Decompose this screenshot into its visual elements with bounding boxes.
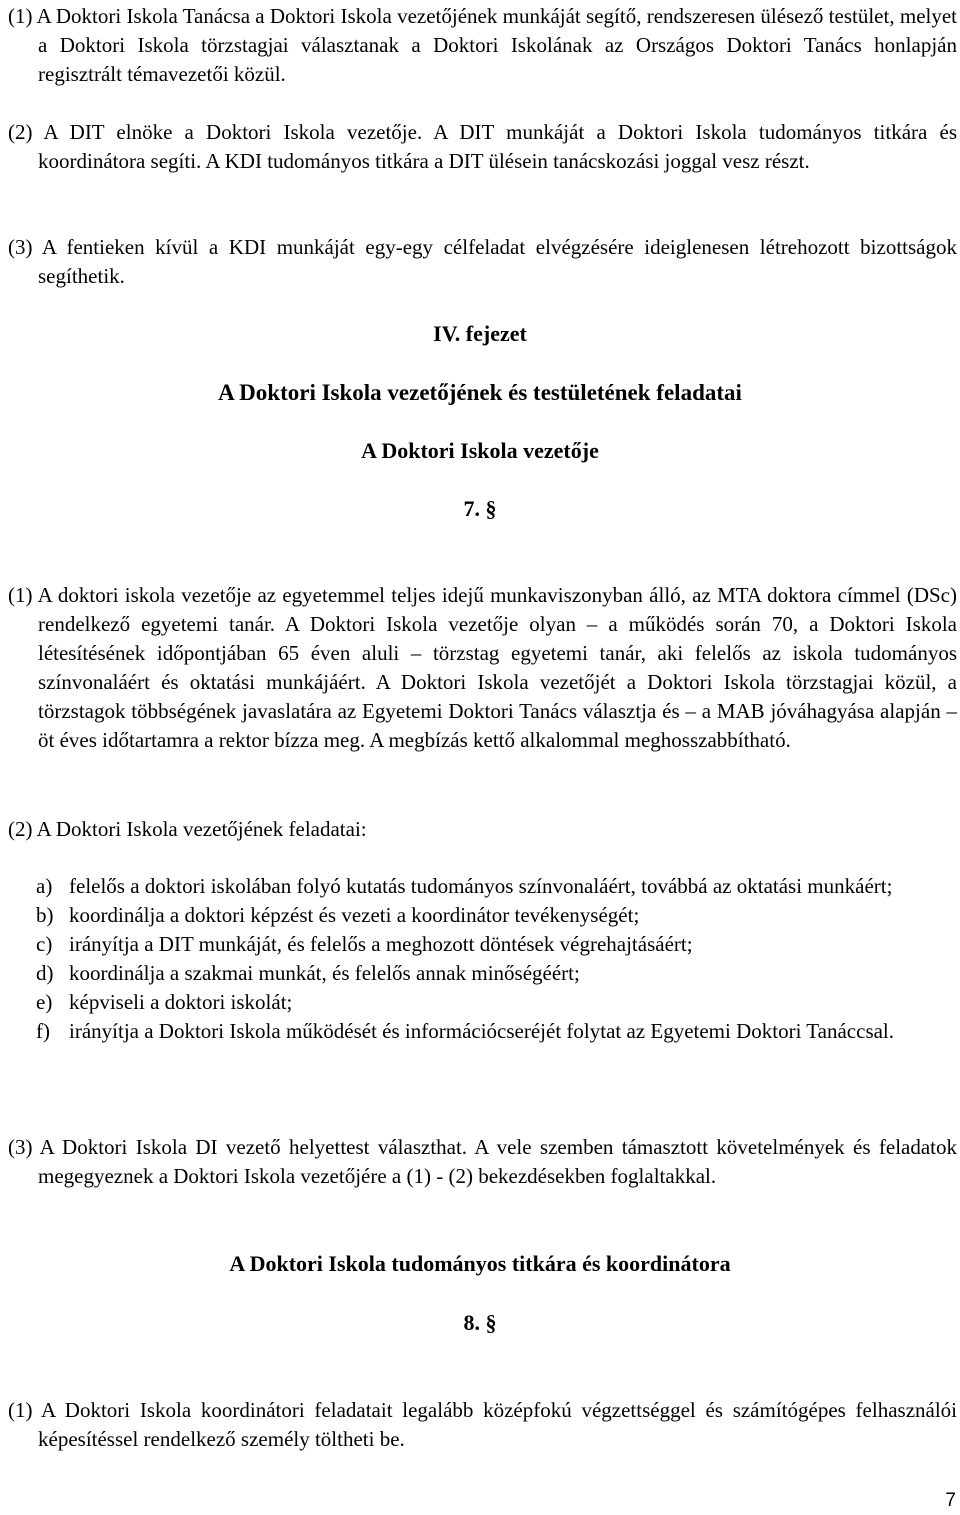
paragraph-7-1: (1) A doktori iskola vezetője az egyetemmel teljes idejű munkaviszonyban álló, az MTA doktora címmel (DSc) rendelkező egyetemi tanár. A Doktori Iskola vezetője olyan – a működés során 70, a Doktori Iskola létesítésének időpontjában 65 éven aluli – törzstag egyetemi tanár, aki felelős az iskola tudományos színvonaláért és oktatási munkájáért. A Doktori Iskola vezetőjét a Doktori Iskola törzstagjai közül, a törzstagok többségének javaslatára az Egyetemi Doktori Tanács választja és – a MAB jóváhagyása alapján – öt éves időtartamra a rektor bízza meg. A megbízás kettő alkalommal meghosszabbítható.: [8, 583, 957, 752]
list-item: [36, 901, 957, 930]
list-item-marker: e): [36, 990, 53, 1014]
paragraph-8-1: (1) A Doktori Iskola koordinátori feladatait legalább középfokú végzettséggel és számítógépes felhasználói képesítéssel rendelkező személy töltheti be.: [8, 1398, 957, 1451]
list-item-text: képviseli a doktori iskolát;: [69, 990, 293, 1014]
paragraph-2: (2) A DIT elnöke a Doktori Iskola vezetője. A DIT munkáját a Doktori Iskola tudományos titkára és koordinátora segíti. A KDI tudományos titkára a DIT ülésein tanácskozási joggal vesz részt.: [8, 120, 957, 173]
list-item-marker: c): [36, 932, 53, 956]
list-item-text: irányítja a Doktori Iskola működését és információcseréjét folytat az Egyetemi Doktori Tanáccsal.: [69, 1019, 895, 1043]
section-title-secretary: A Doktori Iskola tudományos titkára és koordinátora: [229, 1251, 731, 1276]
page-number: 7: [945, 1490, 956, 1511]
section-number-7: 7. §: [463, 496, 497, 521]
list-item-text: irányítja a DIT munkáját, és felelős a meghozott döntések végrehajtásáért;: [69, 932, 693, 956]
list-item-marker: d): [36, 961, 54, 985]
section-number-8: 8. §: [463, 1310, 497, 1335]
list-item: [36, 872, 957, 901]
paragraph-1: (1) A Doktori Iskola Tanácsa a Doktori Iskola vezetőjének munkáját segítő, rendszeresen ülésező testület, melyet a Doktori Iskola törzstagjai választanak a Doktori Iskolának az Országos Doktori Tanács honlapján regisztrált témavezetői közül.: [8, 4, 957, 86]
list-item-marker: f): [36, 1019, 50, 1043]
list-item: [36, 959, 957, 988]
list-item-text: felelős a doktori iskolában folyó kutatás tudományos színvonaláért, továbbá az oktatási munkáért;: [69, 874, 893, 898]
list-item: [36, 1017, 957, 1046]
list-item: [36, 988, 957, 1017]
list-item-marker: a): [36, 874, 53, 898]
chapter-number: IV. fejezet: [433, 321, 527, 346]
list-item-marker: b): [36, 903, 54, 927]
paragraph-7-3: (3) A Doktori Iskola DI vezető helyettest választhat. A vele szemben támasztott követelmények és feladatok megegyeznek a Doktori Iskola vezetőjére a (1) - (2) bekezdésekben foglaltakkal.: [8, 1135, 957, 1188]
list-item-text: koordinálja a doktori képzést és vezeti a koordinátor tevékenységét;: [69, 903, 640, 927]
paragraph-3: (3) A fentieken kívül a KDI munkáját egy-egy célfeladat elvégzésére ideiglenesen létrehozott bizottságok segíthetik.: [8, 235, 957, 288]
duties-list: [36, 872, 957, 1046]
chapter-title: A Doktori Iskola vezetőjének és testületének feladatai: [218, 380, 742, 405]
section-title-leader: A Doktori Iskola vezetője: [361, 438, 599, 463]
paragraph-7-2: (2) A Doktori Iskola vezetőjének feladatai:: [8, 817, 367, 841]
list-item: [36, 930, 957, 959]
list-item-text: koordinálja a szakmai munkát, és felelős annak minőségéért;: [69, 961, 580, 985]
